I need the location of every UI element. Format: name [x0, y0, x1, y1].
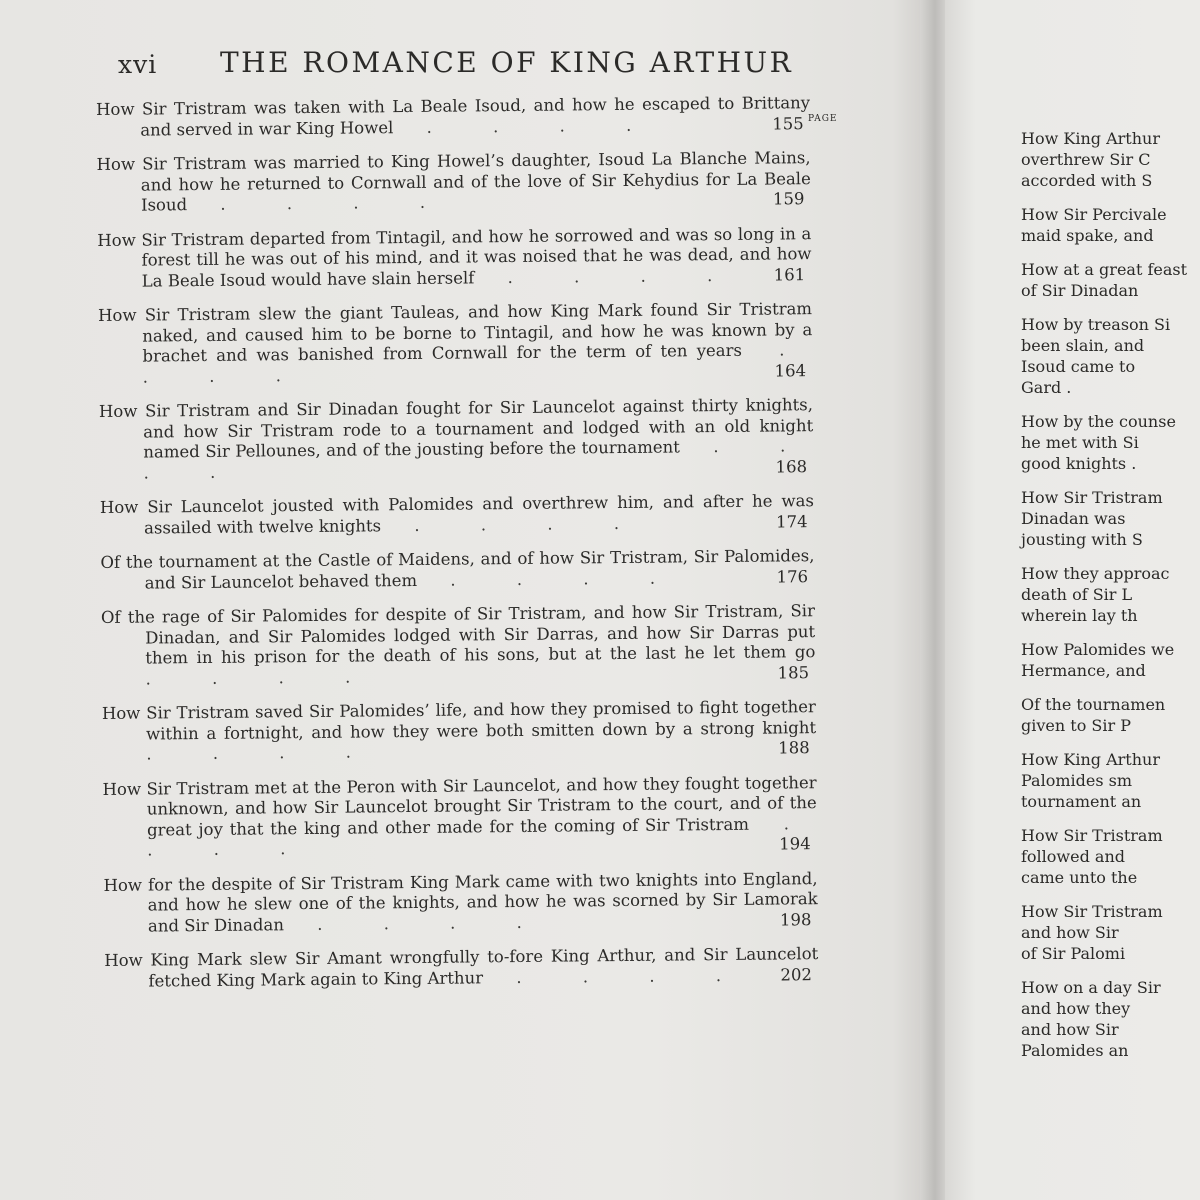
right-table-of-contents — [1021, 128, 1200, 1074]
toc-page-number: 202 — [780, 964, 813, 984]
leader-dots: . . . . — [142, 340, 813, 387]
toc-entry-text: How Sir Tristram departed from Tintagil, and how he sorrowed and was so long in a forest till he was out of his mind, and it was noised that he was dead, and how La Beale Isoud would have slain herself — [97, 223, 812, 291]
right-toc-line: came unto the — [1021, 868, 1138, 887]
leader-dots: . . . . — [474, 265, 741, 287]
toc-entry-text: How Sir Tristram saved Sir Palomides’ life, and how they promised to fight together within a fortnight, and how they were both smitten down by a strong knight — [101, 697, 817, 744]
right-toc-entry — [1021, 639, 1200, 681]
toc-entry-text: Of the tournament at the Castle of Maidens, and of how Sir Tristram, Sir Palomides, and Sir Launcelot behaved them — [100, 546, 815, 593]
right-toc-line: How by the counse — [1021, 412, 1176, 431]
right-toc-line: overthrew Sir C — [1021, 150, 1151, 169]
toc-entry — [101, 601, 862, 690]
page-column-label: PAGE — [808, 114, 838, 124]
right-toc-entry — [1021, 694, 1200, 736]
leader-dots: . . . . — [147, 813, 818, 860]
right-page — [945, 0, 1200, 1200]
toc-entry — [103, 772, 864, 861]
right-toc-line: and how Sir — [1021, 1020, 1119, 1039]
right-toc-line: death of Sir L — [1021, 585, 1133, 604]
leader-dots: . . . . — [393, 115, 660, 137]
right-toc-line: tournament an — [1021, 792, 1142, 811]
table-of-contents — [96, 93, 865, 1006]
toc-entry — [97, 223, 858, 292]
toc-entry-text: How for the despite of Sir Tristram King Mark came with two knights into England, and how he slew one of the knights, and how he was scorned by Sir Lamorak and Sir Dinadan — [103, 868, 818, 936]
toc-entry — [100, 546, 860, 594]
right-toc-line: maid spake, and — [1021, 226, 1154, 245]
toc-entry-title — [97, 148, 812, 216]
folio: xvi — [118, 50, 158, 79]
right-toc-entry — [1021, 901, 1200, 964]
toc-entry-title — [104, 944, 818, 992]
toc-entry-title — [103, 773, 818, 862]
right-toc-line: How Sir Percivale — [1021, 205, 1167, 224]
toc-entry — [100, 491, 860, 539]
right-toc-line: and how they — [1021, 999, 1131, 1018]
toc-page-number: 176 — [776, 566, 809, 586]
right-toc-line: and how Sir — [1021, 923, 1119, 942]
right-toc-line: accorded with S — [1021, 171, 1153, 190]
toc-entry-title — [101, 601, 816, 690]
toc-entry-title — [98, 299, 813, 388]
running-head: THE ROMANCE OF KING ARTHUR — [220, 46, 794, 79]
toc-entry-text: How Sir Tristram was taken with La Beale Isoud, and how he escaped to Brittany and served in war King Howel — [96, 93, 811, 140]
toc-entry-title — [99, 395, 814, 484]
toc-entry-text: How Sir Tristram and Sir Dinadan fought for Sir Launcelot against thirty knights, and how Sir Tristram rode to a tournament and lodged with an old knight named Sir Pellounes, and of the jousting before the tournament — [98, 395, 814, 462]
right-toc-entry — [1021, 128, 1200, 191]
toc-entry-text: How King Mark slew Sir Amant wrongfully to-fore King Arthur, and Sir Launcelot fetched King Mark again to King Arthur — [104, 944, 819, 991]
toc-page-number: 188 — [778, 738, 810, 758]
right-toc-line: been slain, and — [1021, 336, 1145, 355]
right-toc-line: Of the tournamen — [1021, 695, 1166, 714]
right-toc-entry — [1021, 563, 1200, 626]
right-toc-line: How on a day Sir — [1021, 978, 1161, 997]
toc-entry-text: How Sir Tristram met at the Peron with Sir Launcelot, and how they fought together unknown, and how Sir Launcelot brought Sir Tristram to the court, and of the great joy that the king and other made for the coming of Sir Tristram — [102, 772, 817, 840]
toc-entry-title — [100, 546, 814, 594]
right-toc-line: How they approac — [1021, 564, 1170, 583]
right-toc-line: followed and — [1021, 847, 1125, 866]
right-toc-entry — [1021, 825, 1200, 888]
toc-entry-title — [100, 491, 814, 539]
right-toc-line: How King Arthur — [1021, 129, 1160, 148]
leader-dots: . . . . — [283, 912, 550, 934]
right-toc-line: Isoud came to — [1021, 357, 1136, 376]
toc-entry — [103, 868, 864, 937]
right-toc-line: Gard . — [1021, 378, 1072, 397]
toc-entry-text: How Sir Tristram slew the giant Tauleas, and how King Mark found Sir Tristram naked, and caused him to be borne to Tintagil, and how he was known by a brachet and was banished from Cornwall for the term of ten years — [97, 299, 813, 366]
leader-dots: . . . . — [187, 192, 454, 215]
toc-page-number: 185 — [777, 662, 810, 682]
right-toc-line: he met with Si — [1021, 433, 1139, 452]
right-toc-entry — [1021, 411, 1200, 474]
toc-page-number: 159 — [772, 189, 805, 209]
toc-entry-title — [97, 224, 812, 292]
leader-dots: . . . . — [143, 436, 814, 483]
toc-page-number: 164 — [774, 360, 807, 380]
right-toc-entry — [1021, 977, 1200, 1061]
right-toc-line: Palomides an — [1021, 1041, 1129, 1060]
right-toc-line: Hermance, and — [1021, 661, 1146, 680]
right-toc-entry — [1021, 204, 1200, 246]
toc-page-number: 155 — [772, 113, 804, 134]
right-toc-line: of Sir Dinadan — [1021, 281, 1139, 300]
right-toc-line: How by treason Si — [1021, 315, 1171, 334]
toc-page-number: 174 — [775, 511, 808, 531]
right-toc-line: jousting with S — [1021, 530, 1143, 549]
right-toc-line: How King Arthur — [1021, 750, 1160, 769]
leader-dots: . . . . — [483, 965, 750, 987]
right-toc-line: good knights . — [1021, 454, 1137, 473]
toc-page-number: 168 — [775, 456, 808, 476]
toc-entry — [104, 944, 864, 992]
right-toc-line: How Sir Tristram — [1021, 902, 1163, 921]
toc-entry-text: How Sir Tristram was married to King Howel’s daughter, Isoud La Blanche Mains, and how he returned to Cornwall and of the love of Sir Kehydius for La Beale Isoud — [96, 148, 811, 215]
right-toc-entry — [1021, 487, 1200, 550]
right-toc-line: Dinadan was — [1021, 509, 1126, 528]
right-toc-line: of Sir Palomi — [1021, 944, 1126, 963]
toc-page-number: 194 — [779, 834, 811, 854]
toc-entry — [97, 148, 858, 217]
toc-entry-text: Of the rage of Sir Palomides for despite of Sir Tristram, and how Sir Tristram, Sir Dinadan, and Sir Palomides lodged with Sir Darras, and how Sir Darras put them in his prison for the death of his sons, but at the last he let them go — [100, 601, 816, 668]
leader-dots: . . . . — [417, 567, 684, 590]
right-toc-entry — [1021, 259, 1200, 301]
toc-entry — [98, 299, 859, 388]
right-toc-line: Palomides sm — [1021, 771, 1133, 790]
right-toc-entry — [1021, 749, 1200, 812]
toc-entry-title — [102, 697, 817, 765]
right-toc-line: How Sir Tristram — [1021, 488, 1163, 507]
toc-entry — [102, 697, 863, 766]
toc-entry-title — [103, 869, 818, 937]
leader-dots: . . . . — [380, 513, 648, 535]
right-toc-line: wherein lay th — [1021, 606, 1138, 625]
toc-entry — [99, 395, 860, 484]
right-toc-line: How at a great feast — [1021, 260, 1188, 279]
toc-entry-title — [96, 93, 810, 141]
toc-page-number: 198 — [779, 909, 812, 929]
leader-dots: . . . . — [145, 666, 379, 689]
toc-page-number: 161 — [773, 264, 806, 285]
toc-entry-text: How Sir Launcelot jousted with Palomides and overthrew him, and after he was assailed with twelve knights — [99, 491, 814, 538]
right-toc-entry — [1021, 314, 1200, 398]
right-toc-line: How Palomides we — [1021, 640, 1175, 659]
toc-entry — [96, 93, 856, 141]
right-toc-line: How Sir Tristram — [1021, 826, 1163, 845]
leader-dots: . . . . — [146, 742, 380, 764]
right-toc-line: given to Sir P — [1021, 716, 1131, 735]
